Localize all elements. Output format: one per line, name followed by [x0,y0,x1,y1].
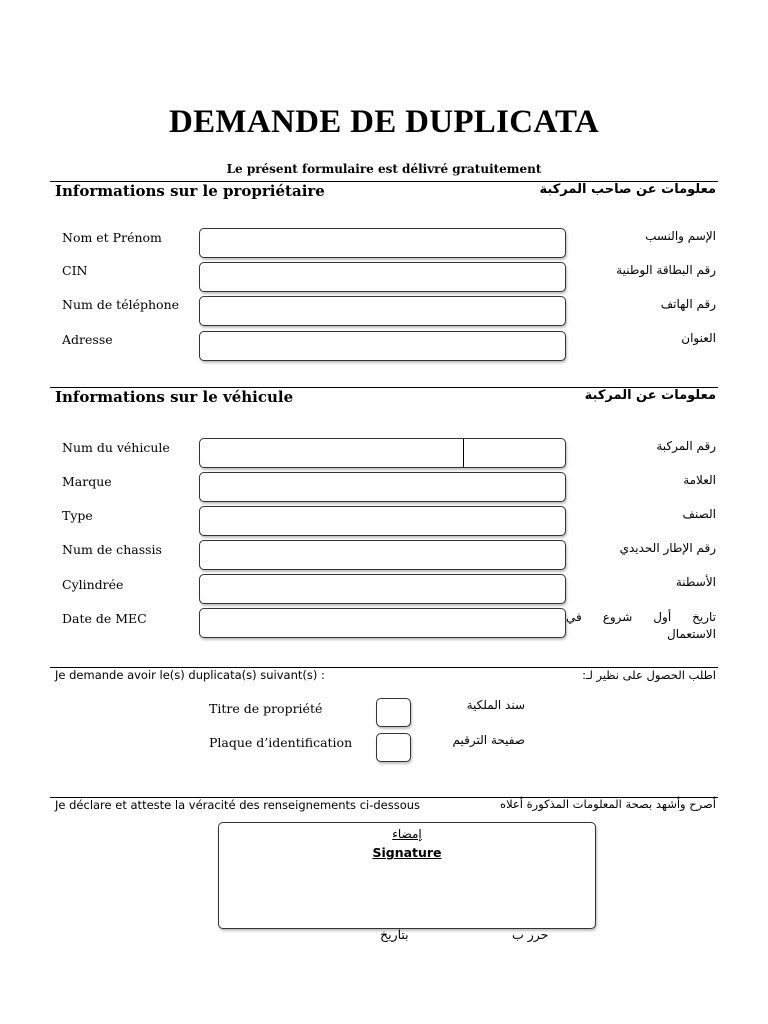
owner-name-field[interactable] [199,228,566,258]
vehicle-chassis-label-fr: Num de chassis [62,542,162,557]
vehicle-number-label-fr: Num du véhicule [62,440,170,455]
vehicle-brand-field[interactable] [199,472,566,502]
vehicle-type-label-fr: Type [62,508,93,523]
vehicle-number-label-ar: رقم المركبة [656,439,716,453]
owner-phone-label-ar: رقم الهاتف [660,297,716,311]
option-ownership-title-checkbox[interactable] [376,698,411,727]
owner-address-field[interactable] [199,331,566,361]
signature-label-ar: إمضاء [392,827,422,841]
vehicle-type-label-ar: الصنف [682,507,716,521]
option-ownership-title-label-ar: سند الملكية [466,698,525,712]
owner-address-label-ar: العنوان [681,331,716,345]
owner-phone-label-fr: Num de téléphone [62,297,180,312]
owner-name-label-ar: الإسم والنسب [645,229,716,243]
owner-address-label-fr: Adresse [62,332,113,347]
option-plate-checkbox[interactable] [376,733,411,762]
footer-date-label-ar: بتاريخ [380,927,409,942]
request-text-fr: Je demande avoir le(s) duplicata(s) suivant(s) : [55,668,325,682]
vehicle-section-title-ar: معلومات عن المركبة [584,388,716,403]
owner-name-label-fr: Nom et Prénom [62,230,162,245]
vehicle-cylinder-field[interactable] [199,574,566,604]
vehicle-number-field[interactable] [199,438,566,468]
option-plate-label-fr: Plaque d’identification [209,735,353,750]
owner-phone-field[interactable] [199,296,566,326]
declaration-text-ar: أصرح وأشهد بصحة المعلومات المذكورة أعلاه [500,797,716,811]
signature-label-fr: Signature [372,845,442,860]
request-text-ar: اطلب الحصول على نظير لـ: [582,668,716,682]
owner-cin-label-fr: CIN [62,263,88,278]
vehicle-chassis-label-ar: رقم الإطار الحديدي [619,541,716,555]
vehicle-brand-label-ar: العلامة [683,473,716,487]
vehicle-chassis-field[interactable] [199,540,566,570]
owner-section-title-ar: معلومات عن صاحب المركبة [539,182,716,197]
owner-cin-label-ar: رقم البطاقة الوطنية [616,263,716,277]
signature-box[interactable] [218,822,596,929]
vehicle-number-divider [463,439,464,467]
footer-written-at-label-ar: حرر ب [512,927,549,942]
page-subtitle: Le présent formulaire est délivré gratuitement [226,162,542,176]
option-ownership-title-label-fr: Titre de propriété [209,701,323,716]
vehicle-mec-date-label-ar: تاريخ أول شروع في الاستعمال [566,610,716,641]
vehicle-cylinder-label-fr: Cylindrée [62,577,124,592]
option-plate-label-ar: صفيحة الترقيم [452,733,525,747]
vehicle-mec-date-field[interactable] [199,608,566,638]
page-title: DEMANDE DE DUPLICATA [168,104,600,140]
owner-section-title-fr: Informations sur le propriétaire [55,182,325,200]
owner-cin-field[interactable] [199,262,566,292]
vehicle-mec-date-label-fr: Date de MEC [62,611,147,626]
vehicle-cylinder-label-ar: الأسطنة [675,575,716,589]
vehicle-section-title-fr: Informations sur le véhicule [55,388,294,406]
declaration-text-fr: Je déclare et atteste la véracité des renseignements ci-dessous [55,798,421,812]
vehicle-type-field[interactable] [199,506,566,536]
vehicle-brand-label-fr: Marque [62,474,112,489]
